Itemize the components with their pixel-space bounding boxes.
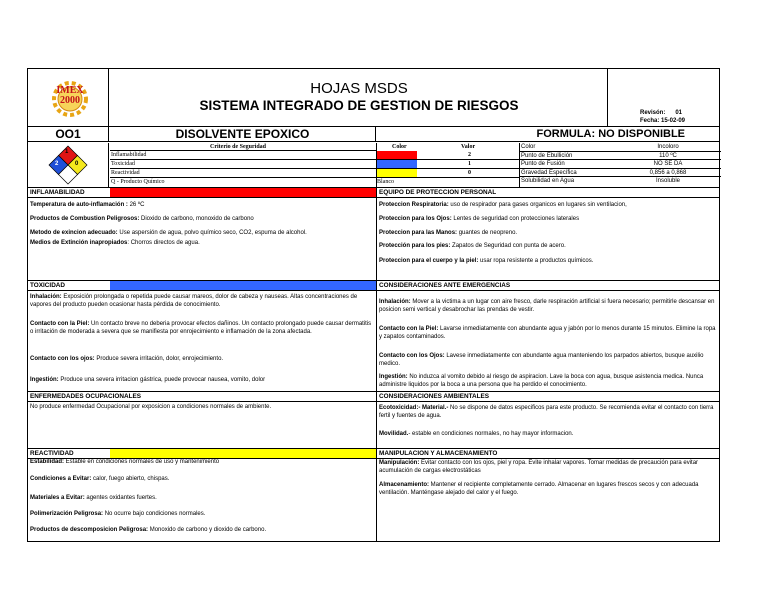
item-text: Evitar contacto con los ojos, piel y ropa. Evite inhalar vapores. Tomar medidas de precaución para evitar acumulación de cargas electrostáticas xyxy=(379,460,699,474)
title-line-2: SISTEMA INTEGRADO DE GESTION DE RIESGOS xyxy=(199,98,519,113)
item-label: Proteccion para las Manos: xyxy=(379,230,458,236)
nfpa-flammability-value: 1 xyxy=(65,149,69,155)
section-title: ENFERMEDADES OCUPACIONALES xyxy=(30,393,142,400)
criteria-rows xyxy=(110,151,520,187)
item-label: Manipulación: xyxy=(379,460,420,466)
property-value: Incoloro xyxy=(657,144,679,150)
reactividad-item xyxy=(28,511,374,519)
criteria-row-swatch xyxy=(377,169,417,177)
epp-item xyxy=(377,202,718,210)
logo-text: IMEX 2000 xyxy=(56,85,84,106)
property-row xyxy=(520,160,721,169)
section-title: EQUIPO DE PROTECCION PERSONAL xyxy=(379,189,497,196)
item-label: Ingestión: xyxy=(379,374,408,380)
section-title: REACTIVIDAD xyxy=(30,450,74,457)
epp-item xyxy=(377,216,718,224)
column-divider-top xyxy=(376,143,377,187)
item-label: Ecotoxicidad:- Material.- xyxy=(379,405,449,411)
inflamabilidad-item xyxy=(28,216,374,224)
inflamabilidad-color-bar xyxy=(110,188,376,197)
item-text: : Chorros directos de agua. xyxy=(127,240,200,246)
item-label: Polimerización Peligrosa: xyxy=(30,511,104,517)
section-title: TOXICIDAD xyxy=(30,282,66,289)
revision-block xyxy=(609,69,720,126)
criteria-row-value: 1 xyxy=(468,161,471,167)
section-title: MANIPULACION Y ALMACENAMIENTO xyxy=(379,450,498,457)
criteria-row xyxy=(110,178,520,187)
item-label: Medios de Extinción inapropiados xyxy=(30,240,128,246)
section-manipulacion-header xyxy=(377,449,720,459)
section-title: INFLAMABILIDAD xyxy=(30,189,85,196)
ambientales-item xyxy=(377,405,718,420)
criteria-row xyxy=(110,169,520,178)
item-text: Dioxido de carbono, monoxido de carbono xyxy=(139,216,254,222)
criteria-header-label: Criterio de Seguridad xyxy=(210,144,266,150)
section-reactividad-header xyxy=(28,449,376,459)
item-label: Protección para los pies: xyxy=(379,243,451,249)
section-ambientales-header xyxy=(377,392,720,402)
property-name: Solubilidad en Agua xyxy=(521,178,575,185)
item-label: Movilidad. xyxy=(379,431,409,437)
toxicidad-item xyxy=(28,321,374,336)
section-toxicidad-header xyxy=(28,281,376,291)
epp-item xyxy=(377,243,718,251)
criteria-row-swatch xyxy=(377,151,417,159)
reactividad-item xyxy=(28,527,374,535)
item-text: Use aspersión de agua, polvo químico seco, CO2, espuma de alcohol. xyxy=(117,230,307,236)
emergencias-item xyxy=(377,299,718,314)
item-label: Proteccion Respiratoria: xyxy=(379,202,449,208)
item-text: Lavese inmediatamente con abundante agua manteniendo los parpados abiertos, busque auxilio medico. xyxy=(379,353,704,367)
criteria-row-label: Reactividad xyxy=(111,170,140,176)
revision-label: Revisón: 01 xyxy=(640,110,683,116)
item-text: No ocurre bajo condiciones normales. xyxy=(103,511,206,517)
property-row xyxy=(520,169,721,178)
item-label: Proteccion para los Ojos: xyxy=(379,216,452,222)
epp-item xyxy=(377,230,718,238)
inflamabilidad-item xyxy=(28,240,374,248)
nfpa-reactivity-value: 0 xyxy=(75,161,79,167)
criteria-header-color: Color xyxy=(392,144,407,150)
section-title: CONSIDERACIONES AMBIENTALES xyxy=(379,393,490,400)
section-emergencias-header xyxy=(377,281,720,291)
item-label: Almacenamiento: xyxy=(379,482,430,488)
item-text: Mantener el recipiente completamente cerrado. Almacenar en lugares frescos secos y con adecuada ventilación. Manténgase alejado del calor y el fuego. xyxy=(379,482,699,496)
property-value: NO SE DA xyxy=(653,161,683,168)
item-label: Contacto con la Piel: xyxy=(379,326,439,332)
item-text: Exposición prolongada o repetida puede causar mareos, dolor de cabeza y nauseas. Altas concentraciones de vapores del producto pueden ocasionar hasta pérdida de conocimiento. xyxy=(30,294,358,308)
item-label: Proteccion para el cuerpo y la piel: xyxy=(379,258,479,264)
item-label: Inhalación: xyxy=(379,299,411,305)
item-text: Lavarse inmediatamente con abundante agua y jabón por lo menos durante 15 minutos. Elimine la ropa y zapatos contaminados. xyxy=(379,326,716,340)
inflamabilidad-item xyxy=(28,230,374,238)
criteria-row-value: 0 xyxy=(468,170,471,176)
item-text: Zapatos de Seguridad con punta de acero. xyxy=(450,243,566,249)
item-text: - estable en condiciones normales, no hay mayor informacion. xyxy=(408,431,574,437)
item-text: guantes de neopreno. xyxy=(457,230,518,236)
item-label: Materiales a Evitar: xyxy=(30,495,85,501)
ambientales-item xyxy=(377,431,718,439)
toxicidad-color-bar xyxy=(110,281,376,290)
item-text: 26 ºC xyxy=(127,202,145,208)
logo xyxy=(28,69,109,126)
criteria-row-swatch xyxy=(377,160,417,168)
section-inflamabilidad-header xyxy=(28,188,376,198)
item-label: Productos de descomposicion Peligrosa: xyxy=(30,527,149,533)
item-text: Mover a la victima a un lugar con aire fresco, darle respiración artificial si fuera necesario; permitirle descansar en posicion semi vertical y desabrochar las prendas de vestir. xyxy=(379,299,715,313)
item-text: No se dispone de datos especificos para este producto. Se recomienda evitar el contacto con tierra fertil y fuentes de agua. xyxy=(379,405,714,419)
item-label: Temperatura de auto-inflamación : xyxy=(30,202,128,208)
item-label: Estabilidad: xyxy=(30,459,65,465)
header-title-block xyxy=(110,69,608,126)
toxicidad-item xyxy=(28,356,374,364)
property-value: 110 ºC xyxy=(659,152,677,159)
property-row xyxy=(520,152,721,161)
section-epp-header xyxy=(377,188,720,198)
emergencias-item xyxy=(377,326,718,341)
property-name: Punto de Fusión xyxy=(521,161,565,168)
formula-label: FORMULA: NO DISPONIBLE xyxy=(536,128,685,140)
item-text: Produce una severa irritacion gástrica, puede provocar nausea, vomito, dolor xyxy=(58,377,266,383)
item-label: Inhalación: xyxy=(30,294,62,300)
item-text: Estable en condiciones normales de uso y mantenimiento xyxy=(64,459,220,465)
item-label: Contacto con los Ojos: xyxy=(379,353,445,359)
property-value: Insoluble xyxy=(655,178,681,185)
criteria-header-value: Valor xyxy=(461,144,476,150)
item-text: Monoxido de carbono y dioxido de carbono. xyxy=(148,527,267,533)
criteria-row-color-label: Blanco xyxy=(377,179,394,185)
item-text: uso de respirador para gases organicos en lugares sin ventilacion, xyxy=(448,202,627,208)
criteria-row-label: Inflamabilidad xyxy=(111,152,147,158)
criteria-row-label: Q - Producto Químico xyxy=(111,179,165,185)
toxicidad-item xyxy=(28,377,374,385)
manipulacion-item xyxy=(377,482,718,497)
reactividad-item xyxy=(28,476,374,484)
property-value: 0,856 a 0,868 xyxy=(649,169,687,176)
criteria-row xyxy=(110,160,520,169)
title-line-1: HOJAS MSDS xyxy=(310,80,408,97)
section-title: CONSIDERACIONES ANTE EMERGENCIAS xyxy=(379,282,511,289)
criteria-row-label: Toxicidad xyxy=(111,161,135,167)
item-text: Lentes de seguridad con protecciones laterales xyxy=(451,216,580,222)
nfpa-diamond-icon xyxy=(28,143,109,187)
property-name: Punto de Ebullición xyxy=(521,152,573,159)
criteria-header-row xyxy=(110,143,476,151)
toxicidad-item xyxy=(28,294,374,309)
reactividad-item xyxy=(28,495,374,503)
enfermedades-text: No produce enfermedad Ocupacional por exposicion a condiciones normales de ambiente. xyxy=(30,404,272,410)
nfpa-health-value: 2 xyxy=(55,161,59,167)
epp-item xyxy=(377,258,718,266)
criteria-row-value: 2 xyxy=(468,152,471,158)
item-label: Contacto con la Piel: xyxy=(30,321,90,327)
emergencias-item xyxy=(377,374,718,389)
reactividad-item xyxy=(28,459,374,467)
manipulacion-item xyxy=(377,460,718,475)
reactividad-color-bar xyxy=(110,449,376,458)
item-label: Productos de Combustion Peligrosos: xyxy=(30,216,140,222)
property-name: Gravedad Específica xyxy=(521,169,577,176)
item-text: agentes oxidantes fuertes. xyxy=(84,495,157,501)
item-label: Contacto con los ojos: xyxy=(30,356,95,362)
property-row xyxy=(520,143,721,152)
item-text: usar ropa resistente a productos químicos. xyxy=(478,258,594,264)
item-label: Metodo de exincion adecuado: xyxy=(30,230,118,236)
item-text: No induzca al vomito debido al riesgo de aspiracion. Lave la boca con agua, busque asistencia medica. Nunca administre liquidos por la boca a una persona que ha perdido el conocimiento. xyxy=(379,374,704,388)
fecha-label: Fecha: 15-02-09 xyxy=(640,118,686,124)
item-label: Ingestión: xyxy=(30,377,59,383)
item-text: calor, fuego abierto, chispas. xyxy=(91,476,170,482)
item-label: Condiciones a Evitar: xyxy=(30,476,92,482)
property-row xyxy=(520,177,721,186)
item-text: Un contacto breve no deberia provocar efectos dañinos. Un contacto prolongado puede causar dermatitis o irritación de moderada a severa que se manifiesta por enrojecimiento e inflamación de la zona afectada. xyxy=(30,321,372,335)
product-code: OO1 xyxy=(28,127,109,141)
emergencias-item xyxy=(377,353,718,368)
property-name: Color xyxy=(521,144,536,150)
inflamabilidad-item xyxy=(28,202,374,210)
section-enfermedades-header xyxy=(28,392,376,402)
criteria-row xyxy=(110,151,520,160)
properties-table xyxy=(519,143,720,187)
nfpa-cell xyxy=(28,143,109,187)
product-name: DISOLVENTE EPOXICO xyxy=(110,127,376,141)
item-text: Produce severa irritación, dolor, enrojecimiento. xyxy=(94,356,224,362)
